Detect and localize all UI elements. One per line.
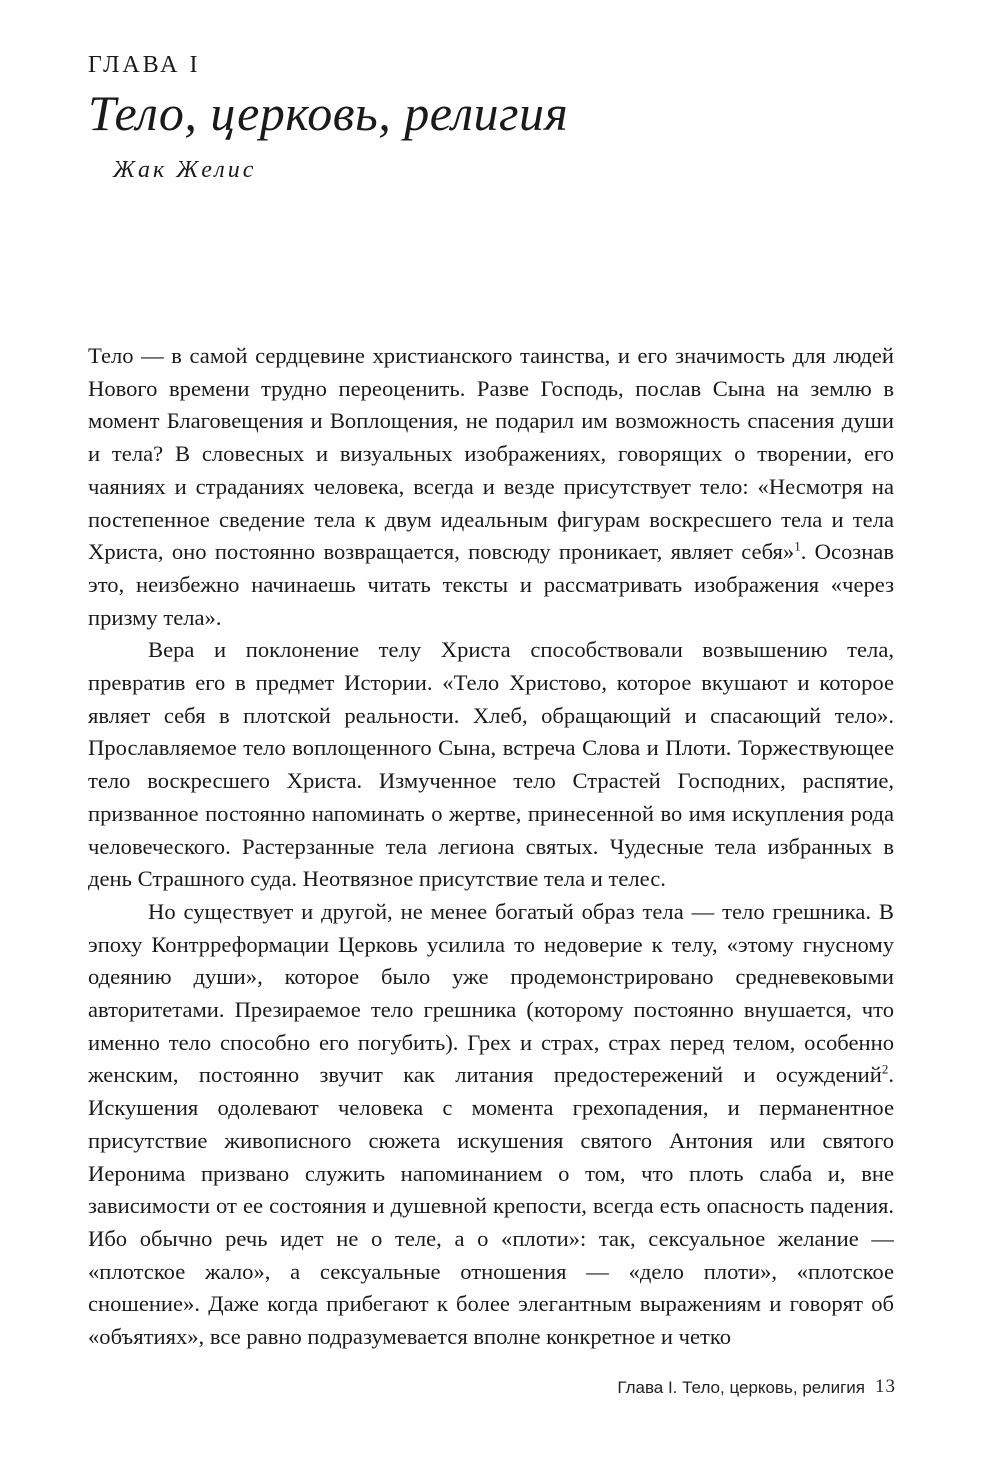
paragraph-3-text-a: Но существует и другой, не менее богатый образ тела — тело грешника. В эпоху Контрреформации Церковь усилила то недоверие к телу, «этому гнусному одеянию души», которое было уже продемонстрировано средневековыми авторитетами. Презираемое тело грешника (которому постоянно внушается, что именно тело способно его погубить). Грех и страх, страх перед телом, особенно женским, постоянно звучит как литания предостережений и осуждений — [88, 898, 894, 1088]
paragraph-3 — [88, 896, 894, 1354]
chapter-label: ГЛАВА I — [88, 52, 201, 78]
paragraph-1 — [88, 340, 894, 634]
author-name: Жак Желис — [113, 157, 257, 183]
footnote-ref-1: 1 — [794, 538, 801, 554]
paragraph-1-text-a: Тело — в самой сердцевине христианского таинства, и его значимость для людей Нового времени трудно переоценить. Разве Господь, послав Сына на землю в момент Благовещения и Воплощения, не подарил им возможность спасения души и тела? В словесных и визуальных изображениях, говорящих о творении, его чаяниях и страданиях человека, всегда и везде присутствует тело: «Несмотря на постепенное сведение тела к двум идеальным фигурам воскресшего тела и тела Христа, оно постоянно возвращается, повсюду проникает, являет себя» — [88, 343, 894, 565]
running-footer: Глава I. Тело, церковь, религия — [617, 1378, 865, 1397]
footnote-ref-2: 2 — [881, 1061, 889, 1077]
page-number: 13 — [875, 1376, 896, 1397]
paragraph-3-text-b: . Искушения одолевают человека с момента грехопадения, и перманентное присутствие живописного сюжета искушения святого Антония или святого Иеронима призвано служить напоминанием о том, что плоть слаба и, вне зависимости от ее состояния и душевной крепости, всегда есть опасность падения. Ибо обычно речь идет не о теле, а о «плоти»: так, сексуальное желание — «плотское жало», а сексуальные отношения — «дело плоти», «плотское сношение». Даже когда прибегают к более элегантным выражениям и говорят об «объятиях», все равно подразумевается вполне конкретное и четко — [88, 1062, 894, 1350]
paragraph-2: Вера и поклонение телу Христа способствовали возвышению тела, превратив его в предмет Истории. «Тело Христово, которое вкушают и которое являет себя в плотской реальности. Хлеб, обращающий и спасающий тело». Прославляемое тело воплощенного Сына, встреча Слова и Плоти. Торжествующее тело воскресшего Христа. Измученное тело Страстей Господних, распятие, призванное постоянно напоминать о жертве, принесенной во имя искупления рода человеческого. Растерзанные тела легиона святых. Чудесные тела избранных в день Страшного суда. Неотвязное присутствие тела и телес. — [88, 637, 894, 892]
body-text — [88, 340, 894, 1354]
chapter-title: Тело, церковь, религия — [88, 85, 569, 141]
paragraph-1-text-b: . Осознав это, неизбежно начинаешь читать тексты и рассматривать изображения «через призму тела». — [88, 539, 894, 630]
